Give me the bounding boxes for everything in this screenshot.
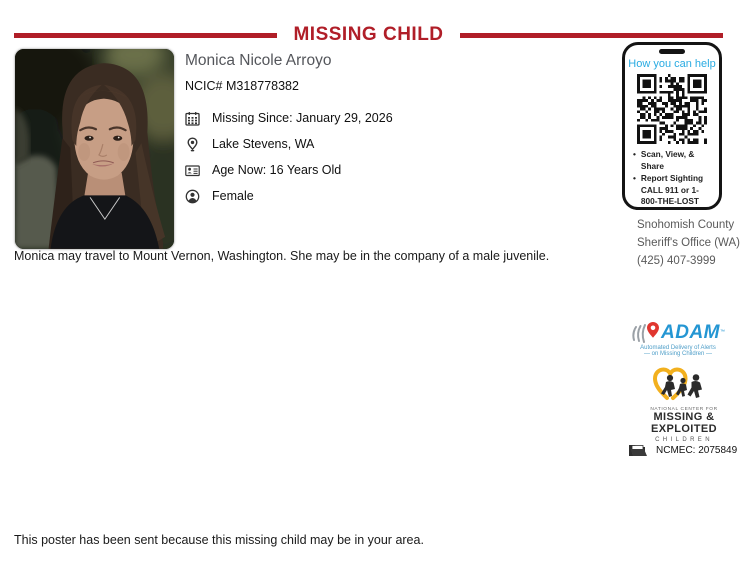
detail-row-age	[185, 157, 393, 183]
help-bullet-2: • Report Sighting CALL 911 or 1-800-THE-LOST	[633, 173, 713, 208]
footer-note: This poster has been sent because this missing child may be in your area.	[14, 533, 424, 547]
help-bullet-list	[625, 149, 719, 208]
poster-header	[14, 24, 723, 46]
folder-icon	[628, 443, 648, 458]
sex-text: Female	[212, 189, 254, 203]
ncmec-logo	[646, 367, 722, 443]
detail-row-sex	[185, 183, 393, 209]
ncmec-line-children: CHILDREN	[655, 436, 713, 443]
agency-contact	[637, 217, 740, 270]
location-text: Lake Stevens, WA	[212, 137, 315, 151]
agency-line2: Sheriff's Office (WA)	[637, 236, 740, 249]
case-number-row	[628, 443, 737, 458]
adam-logo	[629, 320, 727, 357]
phone-frame	[622, 42, 722, 210]
missing-since-text: Missing Since: January 29, 2026	[212, 111, 393, 125]
agency-line1: Snohomish County	[637, 219, 735, 231]
case-description: Monica may travel to Mount Vernon, Washington. She may be in the company of a male juvenile.	[14, 249, 550, 263]
id-card-icon	[185, 163, 200, 178]
location-pin-icon	[185, 137, 200, 152]
child-info	[185, 52, 393, 209]
age-text: Age Now: 16 Years Old	[212, 163, 342, 177]
ncmec-logo-mark	[653, 367, 715, 401]
qr-code	[637, 74, 707, 144]
detail-row-missing-since	[185, 105, 393, 131]
help-bullet-1: • Scan, View, & Share	[633, 149, 713, 172]
case-number-label: NCMEC: 2075849	[656, 445, 738, 456]
adam-tagline-2: — on Missing Children —	[643, 351, 713, 357]
ncmec-line-missing: MISSING &	[653, 411, 715, 423]
header-rule-left	[14, 33, 277, 38]
help-title: How you can help	[628, 58, 716, 70]
person-icon	[185, 189, 200, 204]
detail-row-location	[185, 131, 393, 157]
adam-trademark: ™	[720, 329, 725, 335]
adam-tagline-1: Automated Delivery of Alerts	[640, 345, 716, 351]
ncmec-line-national: NATIONAL CENTER FOR	[650, 407, 718, 412]
header-rule-right	[460, 33, 723, 38]
adam-logo-name: ADAM	[661, 321, 720, 343]
phone-notch	[659, 49, 685, 54]
ncmec-line-exploited: EXPLOITED	[651, 422, 717, 435]
ncic-number: NCIC# M318778382	[185, 79, 299, 93]
detail-list	[185, 105, 393, 209]
poster-title: MISSING CHILD	[293, 24, 444, 45]
child-name: Monica Nicole Arroyo	[185, 52, 332, 69]
child-photo-graphic	[15, 49, 174, 249]
calendar-icon	[185, 111, 200, 126]
child-photo	[14, 48, 175, 250]
adam-logo-mark	[631, 320, 661, 344]
agency-phone: (425) 407-3999	[637, 254, 716, 267]
